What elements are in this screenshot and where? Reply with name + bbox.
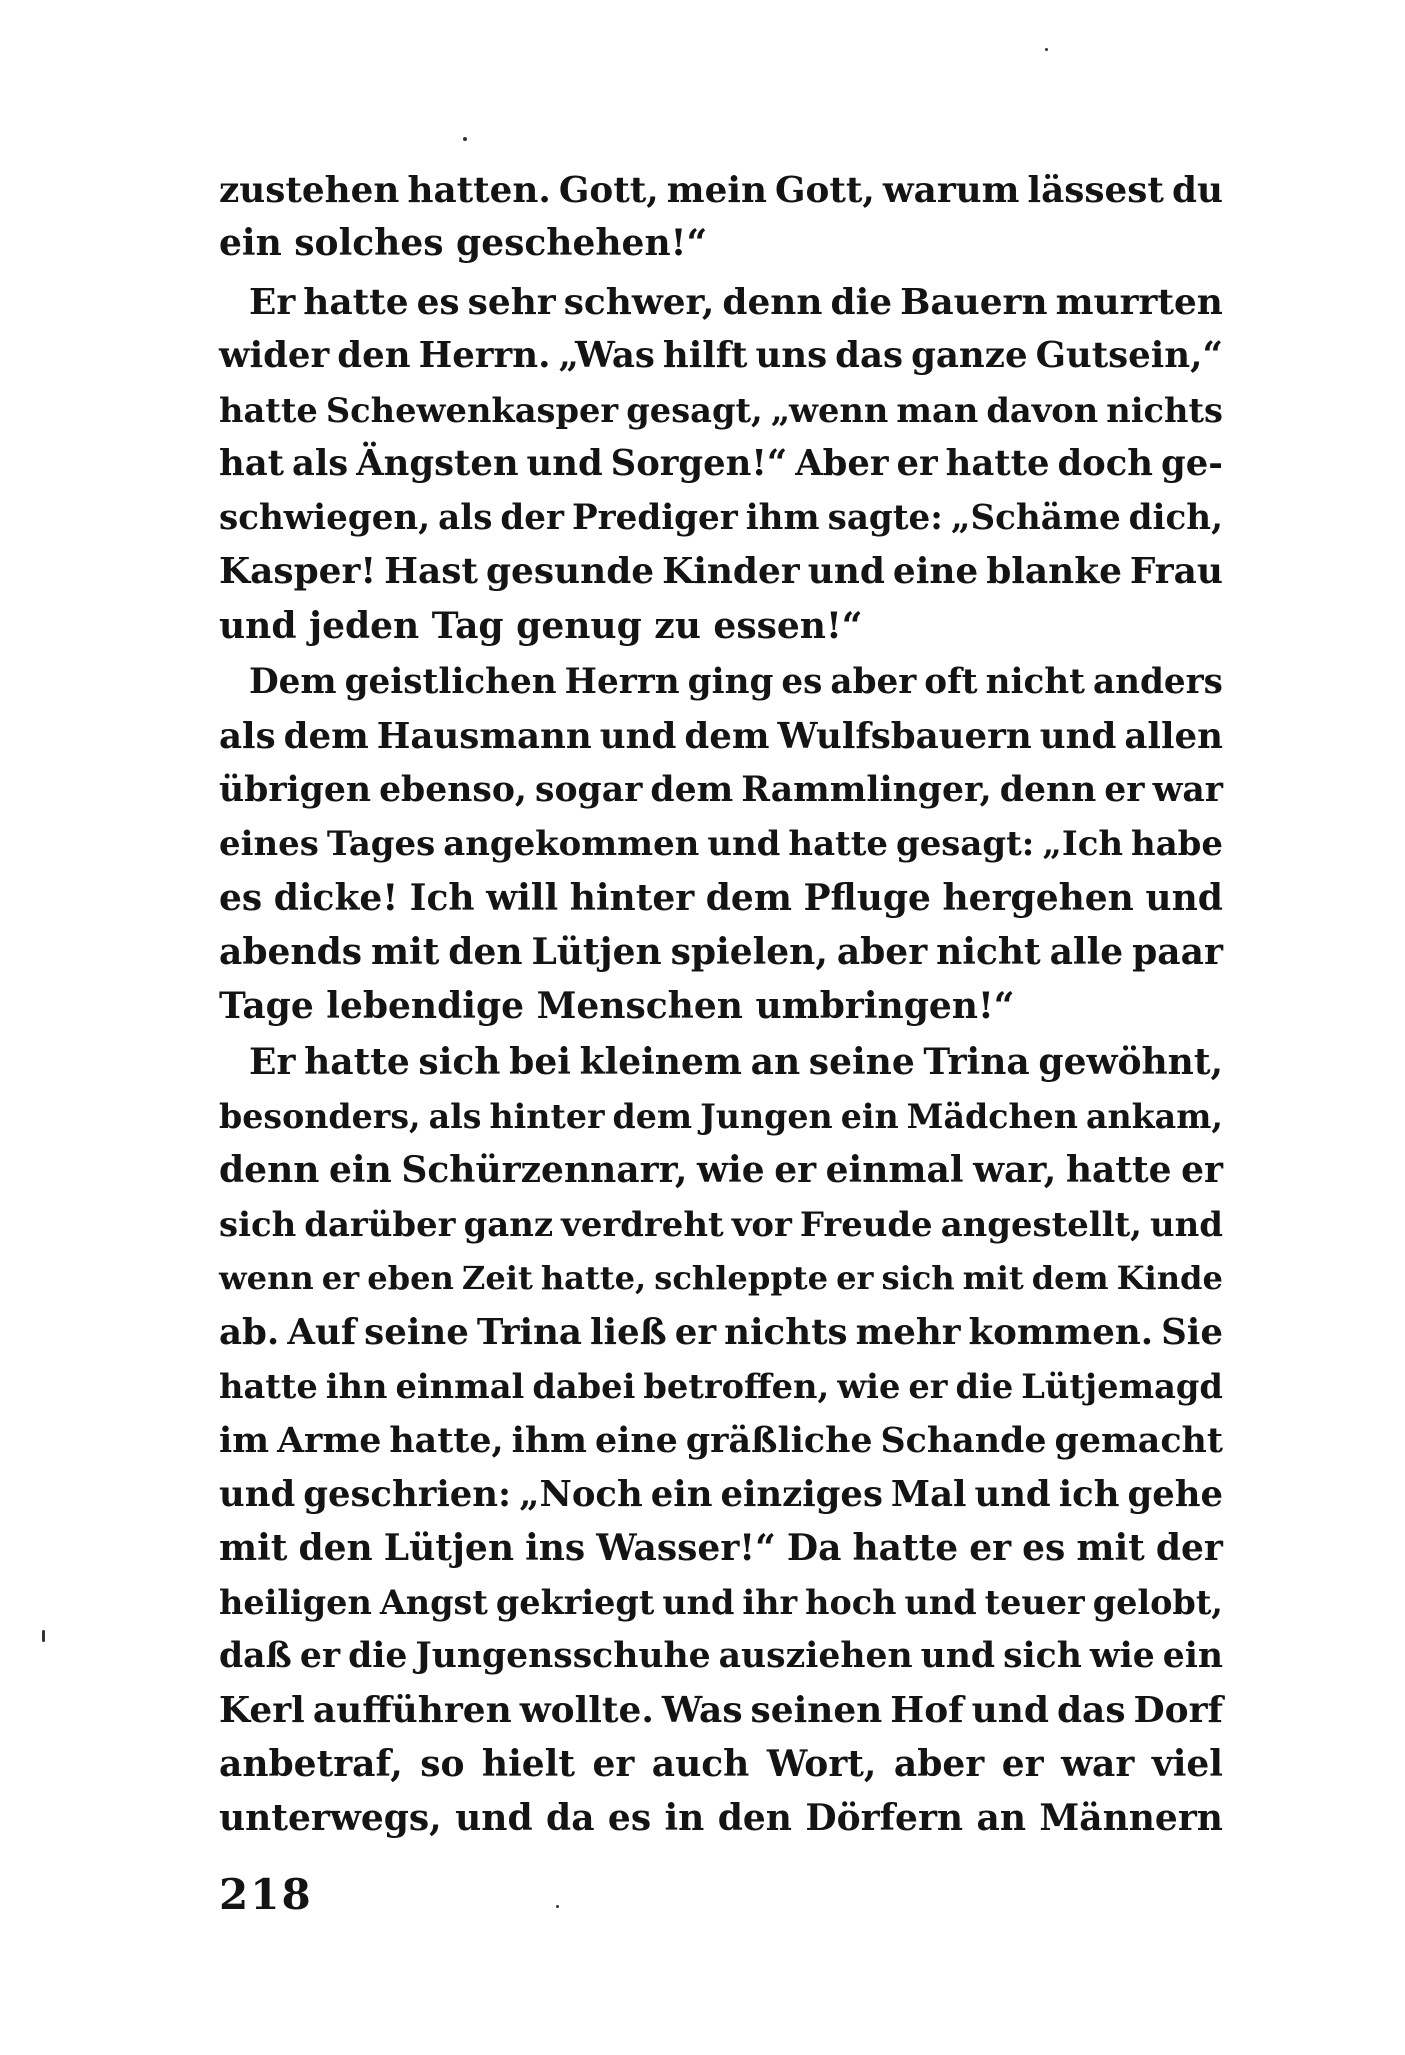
word: Trina	[923, 1041, 1030, 1083]
word: murrten	[1055, 281, 1223, 323]
word: kommen.	[968, 1312, 1154, 1353]
word: im	[219, 1420, 270, 1461]
word: als	[428, 1097, 482, 1136]
word: denn	[722, 281, 823, 323]
word: spielen,	[670, 931, 828, 973]
word: Prediger	[571, 498, 738, 538]
word: er	[321, 1259, 360, 1297]
word: und	[707, 824, 781, 864]
text-line	[219, 1252, 1223, 1305]
word: will	[486, 877, 559, 919]
word: er	[896, 443, 938, 484]
word: ge-	[1161, 443, 1223, 484]
word: heiligen	[219, 1583, 372, 1622]
word: Sorgen!“	[610, 443, 788, 484]
word: gekriegt	[495, 1583, 655, 1622]
word: seine	[364, 1312, 469, 1353]
word: ich	[1058, 1474, 1120, 1515]
word: Schürzennarr,	[401, 1149, 688, 1191]
text-line	[219, 1738, 1223, 1791]
word: die	[348, 1636, 408, 1676]
word: anbetraf,	[219, 1743, 403, 1785]
word: gewöhnt,	[1038, 1041, 1223, 1083]
word: und	[1039, 716, 1117, 757]
word: Gott,	[775, 169, 875, 211]
word: einmal	[395, 1366, 525, 1406]
word: ein	[840, 1097, 899, 1136]
word: hilft	[662, 335, 748, 376]
text-line	[219, 1144, 1223, 1197]
word: er	[592, 1743, 635, 1785]
text-line	[219, 1198, 1223, 1251]
text-line	[219, 1576, 1223, 1629]
word: war,	[973, 1149, 1057, 1191]
word: wenn	[219, 1259, 314, 1297]
word: eine	[892, 550, 979, 592]
word: ebenso,	[379, 770, 527, 810]
text-line	[219, 1630, 1223, 1683]
word: sehr	[467, 281, 556, 323]
dust-speck	[556, 1905, 559, 1908]
text-line	[219, 1306, 1223, 1359]
word: Hast	[384, 550, 478, 592]
word: dem	[1031, 1259, 1109, 1297]
text-line	[219, 329, 1223, 382]
word: allen	[1124, 716, 1223, 757]
word: nichts	[724, 1312, 848, 1353]
word: davon	[986, 390, 1099, 430]
word: er	[969, 1527, 1012, 1569]
word: Schande	[880, 1420, 1047, 1461]
word: das	[1056, 1689, 1126, 1731]
word: Lütjen	[531, 931, 662, 973]
word: verdreht	[561, 1204, 724, 1244]
word: er	[1181, 1149, 1223, 1191]
dust-speck	[463, 137, 467, 141]
word: wie	[837, 1366, 901, 1406]
word: hielt	[481, 1743, 575, 1785]
word: dem	[283, 716, 369, 757]
word: ihm	[745, 498, 820, 538]
text-line: ein solches geschehen!“	[219, 222, 708, 264]
word: hatte	[852, 1527, 959, 1569]
word: den	[448, 931, 523, 973]
word: dem	[705, 877, 792, 919]
word: den	[717, 1797, 792, 1839]
word: Trina	[476, 1312, 582, 1353]
text-line	[219, 164, 1223, 217]
word: Schewenkasper	[325, 390, 619, 430]
word: warum	[882, 169, 1020, 211]
word: eine	[595, 1420, 678, 1461]
word: betroffen,	[643, 1366, 830, 1406]
word: mit	[1076, 1527, 1145, 1569]
word: Gutsein,“	[1035, 335, 1223, 376]
word: die	[955, 1366, 1014, 1406]
word: und	[526, 443, 603, 484]
word: Ängsten	[356, 443, 519, 484]
word: hatte	[304, 1041, 410, 1083]
word: anders	[1092, 662, 1223, 702]
text-line	[219, 1468, 1223, 1521]
text-line	[219, 710, 1223, 763]
word: gelobt,	[1092, 1583, 1223, 1622]
word: dicke!	[273, 877, 399, 919]
word: Hausmann	[376, 716, 592, 757]
word: Pfluge	[803, 877, 931, 919]
word: seinen	[750, 1689, 883, 1731]
word: Sie	[1161, 1312, 1223, 1353]
word: sogar	[535, 770, 643, 810]
word: war	[1061, 1743, 1135, 1785]
word: Dorf	[1133, 1689, 1223, 1731]
word: dabei	[532, 1366, 636, 1406]
word: gesagt,	[626, 390, 763, 430]
dust-speck	[1045, 48, 1048, 51]
word: Gott,	[558, 169, 659, 211]
word: wider	[219, 335, 330, 376]
word: Er	[249, 1041, 296, 1083]
word: mehr	[855, 1312, 961, 1353]
word: hatte	[303, 281, 409, 323]
word: du	[1171, 169, 1223, 211]
word: alle	[1049, 931, 1124, 973]
word: sich	[418, 1041, 501, 1083]
word: Kasper!	[219, 550, 377, 592]
word: es	[416, 281, 460, 323]
word: seine	[808, 1041, 915, 1083]
word: Kerl	[219, 1689, 305, 1731]
word: Jungen	[700, 1097, 833, 1136]
text-line	[249, 656, 1223, 709]
word: „Was	[558, 335, 655, 376]
word: Da	[786, 1527, 842, 1569]
word: und	[455, 1797, 533, 1839]
word: an	[750, 1041, 801, 1083]
word: ging	[687, 662, 774, 702]
word: eben	[367, 1259, 454, 1297]
word: dem	[684, 716, 770, 757]
word: angestellt,	[940, 1204, 1142, 1244]
word: darüber	[304, 1204, 456, 1244]
word: angekommen	[443, 824, 700, 864]
word: ankam,	[1085, 1097, 1223, 1136]
word: aufführen	[312, 1689, 512, 1731]
word: Männern	[1039, 1797, 1223, 1839]
word: habe	[1131, 824, 1223, 864]
word: Freude	[799, 1204, 933, 1244]
word: Tages	[326, 824, 436, 864]
word: das	[835, 335, 904, 376]
word: so	[420, 1743, 465, 1785]
word: und	[1150, 1204, 1223, 1244]
text-line	[219, 384, 1223, 437]
word: gesagt:	[896, 824, 1035, 864]
word: Wulfsbauern	[777, 716, 1032, 757]
text-line	[219, 1360, 1223, 1413]
word: ihn	[325, 1366, 388, 1406]
word: hinter	[489, 1097, 605, 1136]
word: schwer,	[563, 281, 715, 323]
word: eines	[219, 824, 319, 864]
word: doch	[1057, 443, 1153, 484]
word: mit	[219, 1527, 288, 1569]
word: er	[299, 1636, 341, 1676]
word: und	[599, 716, 677, 757]
text-line	[219, 437, 1223, 490]
word: als	[291, 443, 349, 484]
word: er	[1104, 770, 1145, 810]
word: es	[219, 877, 263, 919]
word: „wenn	[770, 390, 889, 430]
word: Mal	[890, 1474, 967, 1515]
word: und	[971, 1689, 1049, 1731]
word: bei	[509, 1041, 571, 1083]
word: war	[1152, 770, 1223, 810]
word: und	[974, 1474, 1051, 1515]
word: dich,	[1128, 498, 1223, 538]
word: hatte	[219, 1366, 318, 1406]
word: Zeit	[461, 1259, 533, 1297]
word: aber	[893, 1743, 985, 1785]
word: unterwegs,	[219, 1797, 442, 1839]
word: er	[908, 1366, 948, 1406]
word: Arme	[277, 1420, 382, 1461]
word: geschrien:	[303, 1474, 512, 1515]
text-line	[219, 764, 1223, 817]
word: uns	[755, 335, 828, 376]
word: ganze	[911, 335, 1028, 376]
word: der	[1155, 1527, 1223, 1569]
word: hatte	[945, 443, 1050, 484]
text-line	[219, 1684, 1223, 1737]
word: aber	[836, 931, 928, 973]
word: Was	[661, 1689, 743, 1731]
word: einmal	[825, 1149, 964, 1191]
word: Jungensschuhe	[415, 1636, 711, 1676]
word: blanke	[986, 550, 1122, 592]
word: als	[438, 498, 493, 538]
word: nicht	[936, 931, 1041, 973]
word: ein	[329, 1149, 392, 1191]
word: hoch	[805, 1583, 897, 1622]
word: Wasser!“	[596, 1527, 776, 1569]
word: auch	[651, 1743, 750, 1785]
word: nicht	[985, 662, 1085, 702]
word: Auf	[287, 1312, 357, 1353]
word: wie	[1089, 1636, 1155, 1676]
word: wollte.	[519, 1689, 654, 1731]
word: Herrn.	[418, 335, 551, 376]
word: oft	[924, 662, 978, 702]
text-line	[219, 1414, 1223, 1467]
text-line: und jeden Tag genug zu essen!“	[219, 605, 863, 647]
word: der	[500, 498, 564, 538]
text-line	[219, 1090, 1223, 1143]
word: ihr	[742, 1583, 798, 1622]
word: gräßliche	[685, 1420, 873, 1461]
word: Ich	[409, 877, 475, 919]
word: und	[920, 1636, 996, 1676]
word: Dem	[249, 662, 337, 702]
word: ausziehen	[718, 1636, 913, 1676]
word: und	[1145, 877, 1223, 919]
word: lässest	[1027, 169, 1164, 211]
word: Hof	[890, 1689, 964, 1731]
word: dem	[612, 1097, 693, 1136]
word: vor	[731, 1204, 792, 1244]
text-line	[219, 872, 1223, 925]
word: ihm	[511, 1420, 587, 1461]
page-number: 218	[219, 1870, 313, 1919]
dust-speck	[42, 1630, 45, 1642]
word: Rammlinger,	[741, 770, 992, 810]
word: er	[674, 1312, 717, 1353]
word: zustehen	[219, 169, 400, 211]
word: kleinem	[579, 1041, 742, 1083]
word: daß	[219, 1636, 292, 1676]
word: sich	[1003, 1636, 1082, 1676]
text-line	[249, 276, 1223, 329]
word: ganz	[463, 1204, 554, 1244]
word: hat	[219, 443, 284, 484]
word: und	[662, 1583, 735, 1622]
word: mit	[962, 1259, 1024, 1297]
text-line	[249, 1036, 1223, 1089]
text-line	[219, 545, 1223, 598]
word: sich	[881, 1259, 955, 1297]
word: gemacht	[1054, 1420, 1223, 1461]
word: er	[1001, 1743, 1044, 1785]
word: denn	[219, 1149, 320, 1191]
word: hinter	[569, 877, 695, 919]
word: in	[664, 1797, 705, 1839]
word: es	[607, 1797, 652, 1839]
word: Herrn	[564, 662, 680, 702]
word: mein	[666, 169, 767, 211]
word: Kinder	[662, 550, 800, 592]
text-line	[219, 926, 1223, 979]
word: nichts	[1106, 390, 1223, 430]
word: sich	[219, 1204, 297, 1244]
word: den	[298, 1527, 373, 1569]
word: den	[337, 335, 411, 376]
word: einziges	[720, 1474, 883, 1515]
text-line	[219, 818, 1223, 871]
word: er	[836, 1259, 874, 1297]
word: „Schäme	[950, 498, 1121, 538]
word: dem	[650, 770, 734, 810]
word: ließ	[590, 1312, 667, 1353]
word: da	[546, 1797, 595, 1839]
word: paar	[1132, 931, 1223, 973]
word: besonders,	[219, 1097, 421, 1136]
word: hatte	[1065, 1149, 1172, 1191]
word: hatten.	[407, 169, 551, 211]
text-line: Tage lebendige Menschen umbringen!“	[219, 985, 1015, 1027]
word: man	[896, 390, 979, 430]
word: mit	[370, 931, 440, 973]
word: schwiegen,	[219, 498, 431, 538]
word: Frau	[1129, 550, 1223, 592]
word: ab.	[219, 1312, 280, 1353]
word: Mädchen	[906, 1097, 1078, 1136]
word: an	[976, 1797, 1026, 1839]
word: hatte	[788, 824, 888, 864]
word: und	[219, 1474, 296, 1515]
word: Dörfern	[805, 1797, 964, 1839]
word: und	[904, 1583, 977, 1622]
word: wie	[697, 1149, 765, 1191]
word: schleppte	[654, 1259, 829, 1297]
word: es	[1022, 1527, 1066, 1569]
text-line	[219, 1522, 1223, 1575]
word: es	[781, 662, 823, 702]
word: als	[219, 716, 276, 757]
word: hatte	[219, 390, 318, 430]
word: viel	[1151, 1743, 1223, 1785]
text-line	[219, 1792, 1223, 1845]
word: ein	[1162, 1636, 1223, 1676]
word: gehe	[1127, 1474, 1223, 1515]
word: sagte:	[827, 498, 943, 538]
word: denn	[999, 770, 1097, 810]
word: hergehen	[942, 877, 1134, 919]
word: geistlichen	[344, 662, 557, 702]
word: hatte,	[540, 1259, 647, 1297]
word: hatte,	[389, 1420, 504, 1461]
word: Angst	[379, 1583, 488, 1622]
word: Lütjen	[383, 1527, 514, 1569]
word: ein	[650, 1474, 713, 1515]
word: Kinde	[1116, 1259, 1223, 1297]
word: Aber	[795, 443, 889, 484]
word: übrigen	[219, 770, 371, 810]
word: aber	[830, 662, 917, 702]
text-line	[219, 492, 1223, 545]
word: ins	[525, 1527, 586, 1569]
word: Er	[249, 281, 296, 323]
word: „Noch	[519, 1474, 643, 1515]
word: teuer	[984, 1583, 1085, 1622]
word: er	[774, 1149, 817, 1191]
word: abends	[219, 931, 363, 973]
word: und	[807, 550, 885, 592]
word: Bauern	[900, 281, 1048, 323]
word: die	[830, 281, 893, 323]
word: gesunde	[485, 550, 655, 592]
word: Lütjemagd	[1021, 1366, 1223, 1406]
word: Wort,	[766, 1743, 877, 1785]
word: „Ich	[1042, 824, 1124, 864]
